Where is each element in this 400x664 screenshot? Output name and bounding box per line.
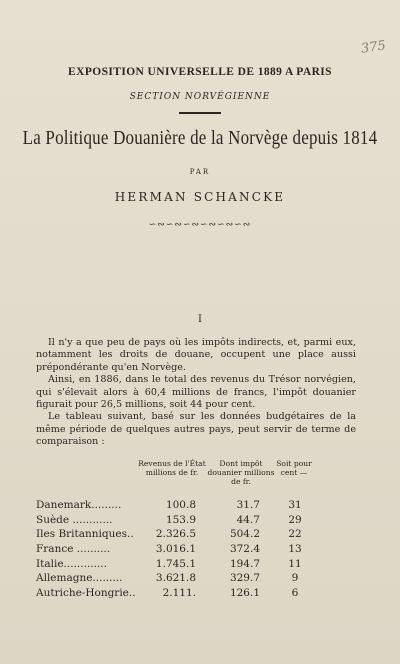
exposition-heading: EXPOSITION UNIVERSELLE DE 1889 A PARIS [68, 66, 332, 78]
document-title: La Politique Douanière de la Norvège depuis 1814 [22, 126, 378, 148]
douanier-cell: 126.1 [229, 587, 260, 600]
table-row [36, 587, 356, 602]
percent-cell: 29 [288, 513, 302, 526]
header-douanier: Dont impôt douanier millions de fr. [207, 459, 275, 486]
douanier-cell: 372.4 [229, 543, 260, 556]
title-block [0, 66, 400, 230]
douanier-cell: 44.7 [236, 513, 260, 526]
comparison-table [36, 459, 356, 602]
country-cell: Autriche-Hongrie.. [36, 587, 136, 600]
douanier-cell: 329.7 [229, 572, 260, 585]
revenus-cell: 100.8 [165, 499, 196, 511]
author-name: HERMAN SCHANCKE [114, 189, 286, 204]
par-label: PAR [189, 167, 211, 176]
revenus-cell: 1.745.1 [155, 557, 196, 570]
percent-cell: 9 [291, 572, 299, 585]
douanier-cell: 504.2 [229, 528, 260, 541]
header-revenus: Revenus de l'État millions de fr. [138, 459, 206, 477]
table-row [36, 572, 356, 587]
table-row [36, 543, 356, 558]
country-cell: Allemagne......... [36, 572, 123, 585]
revenus-cell: 2.326.5 [155, 528, 196, 541]
paragraph: Il n'y a que peu de pays où les impôts indirects, et, parmi eux, notamment les droits de douane, occupent une place aussi prépondérante qu'en Norvège. [36, 337, 356, 373]
douanier-cell: 31.7 [236, 499, 260, 511]
revenus-cell: 3.016.1 [155, 543, 196, 556]
percent-cell: 22 [288, 528, 302, 541]
chapter-number: I [198, 314, 202, 325]
pencil-note: 375 [360, 38, 387, 57]
revenus-cell: 3.621.8 [155, 572, 196, 585]
fleuron-ornament: ∽∾∽∾∽∾∽∾∽∾∽∾ [148, 219, 252, 230]
table-row [36, 558, 356, 573]
country-cell: France .......... [36, 543, 111, 556]
section-heading: SECTION NORVÉGIENNE [129, 92, 271, 102]
percent-cell: 11 [288, 557, 302, 570]
revenus-cell: 153.9 [165, 513, 196, 526]
country-cell: Danemark......... [36, 499, 122, 511]
country-cell: Iles Britanniques.. [36, 528, 134, 541]
divider-rule [179, 112, 221, 114]
body-text [36, 337, 356, 449]
table-row [36, 514, 356, 529]
paragraph: Ainsi, en 1886, dans le total des revenus du Trésor norvégien, qui s'élevait alors à 60,4 millions de francs, l'impôt douanier figurait pour 26,5 millions, soit 44 pour cent. [36, 374, 356, 411]
header-pour-cent: Soit pour cent — [276, 459, 312, 477]
table-row [36, 528, 356, 543]
douanier-cell: 194.7 [229, 557, 260, 570]
table-row [36, 499, 356, 514]
percent-cell: 6 [291, 587, 299, 600]
revenus-cell: 2.111. [162, 587, 196, 600]
country-cell: Italie............. [36, 557, 107, 570]
table-header [36, 459, 356, 499]
paragraph: Le tableau suivant, basé sur les données budgétaires de la même période de quelques autres pays, peut servir de terme de comparaison : [36, 411, 356, 448]
country-cell: Suède ............ [36, 513, 113, 526]
percent-cell: 31 [288, 499, 302, 511]
percent-cell: 13 [288, 543, 302, 556]
